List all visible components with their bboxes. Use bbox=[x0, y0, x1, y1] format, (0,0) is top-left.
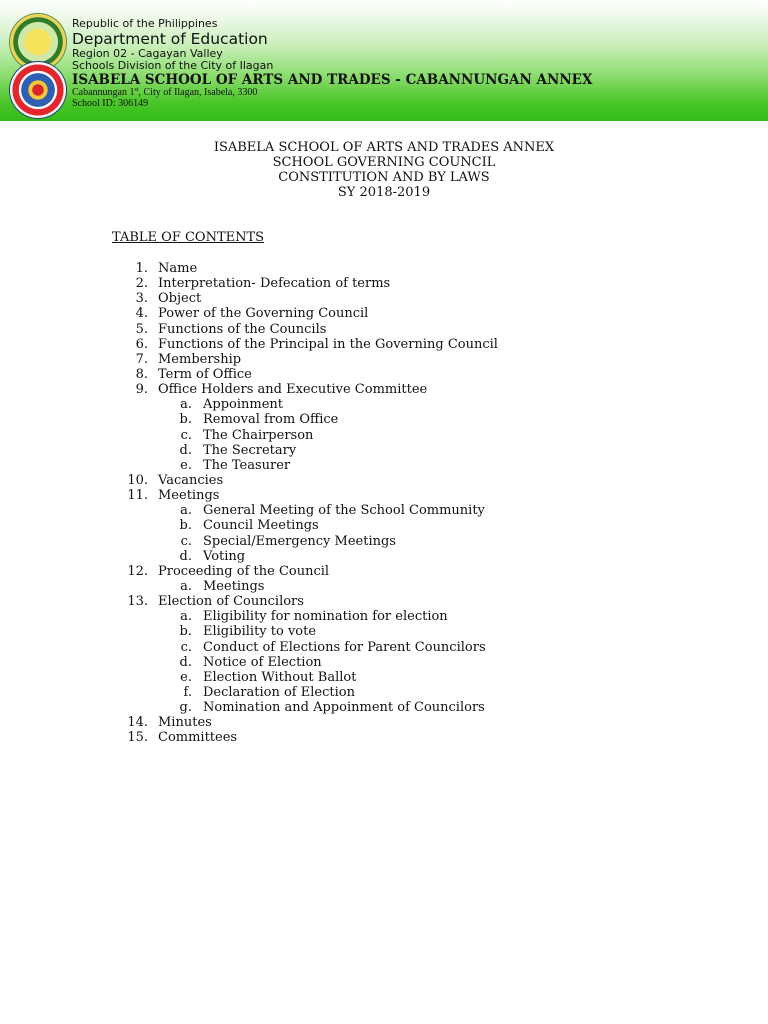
toc-label: Election of Councilors bbox=[158, 594, 304, 610]
toc-item bbox=[0, 564, 768, 579]
toc-subitem bbox=[0, 503, 768, 518]
toc-subnumber: d. bbox=[179, 654, 192, 670]
toc-label: Meetings bbox=[158, 488, 220, 504]
toc-number: 2. bbox=[135, 276, 148, 292]
toc-subitem bbox=[0, 640, 768, 655]
toc-number: 15. bbox=[127, 730, 148, 746]
document-title bbox=[0, 140, 768, 200]
toc-subnumber: b. bbox=[179, 624, 192, 640]
toc-item bbox=[0, 594, 768, 609]
toc-subnumber: b. bbox=[179, 518, 192, 534]
toc-subnumber: a. bbox=[180, 397, 192, 413]
toc-subnumber: g. bbox=[179, 700, 192, 716]
toc-number: 5. bbox=[135, 321, 148, 337]
toc-sublabel: The Teasurer bbox=[203, 457, 291, 473]
toc-sublabel: Council Meetings bbox=[203, 518, 319, 534]
toc-sublabel: Voting bbox=[203, 548, 246, 564]
toc-number: 4. bbox=[135, 306, 148, 322]
toc-subnumber: a. bbox=[180, 503, 192, 519]
toc-number: 9. bbox=[135, 382, 148, 398]
toc-number: 14. bbox=[127, 715, 148, 731]
school-address: Cabannungan 1st, City of Ilagan, Isabela, 3300 bbox=[72, 87, 258, 98]
letterhead bbox=[0, 0, 768, 121]
title-line: ISABELA SCHOOL OF ARTS AND TRADES ANNEX bbox=[213, 140, 555, 155]
toc-subnumber: f. bbox=[183, 684, 192, 700]
toc-sublabel: Removal from Office bbox=[203, 412, 339, 428]
toc-subitem bbox=[0, 579, 768, 594]
toc-subnumber: d. bbox=[179, 548, 192, 564]
toc-subnumber: c. bbox=[180, 427, 192, 443]
toc-number: 10. bbox=[127, 472, 148, 488]
title-line: SY 2018-2019 bbox=[337, 185, 431, 200]
toc-heading: TABLE OF CONTENTS bbox=[112, 230, 265, 245]
toc-item bbox=[0, 261, 768, 276]
toc-item bbox=[0, 473, 768, 488]
toc-sublabel: Eligibility for nomination for election bbox=[203, 609, 448, 625]
toc-item bbox=[0, 352, 768, 367]
toc-number: 1. bbox=[135, 261, 148, 276]
toc-subitem bbox=[0, 655, 768, 670]
toc-label: Vacancies bbox=[158, 472, 224, 488]
toc-subitem bbox=[0, 609, 768, 624]
department-name: Department of Education bbox=[72, 30, 268, 48]
toc-subitem bbox=[0, 412, 768, 427]
toc-subitem bbox=[0, 518, 768, 533]
toc-subitem bbox=[0, 549, 768, 564]
toc-item bbox=[0, 730, 768, 745]
school-name: ISABELA SCHOOL OF ARTS AND TRADES - CABANNUNGAN ANNEX bbox=[72, 72, 593, 88]
toc-subitem bbox=[0, 397, 768, 412]
toc-subnumber: a. bbox=[180, 578, 192, 594]
toc-sublabel: Appoinment bbox=[203, 397, 284, 413]
toc-sublabel: Election Without Ballot bbox=[203, 669, 357, 685]
republic-line: Republic of the Philippines bbox=[72, 17, 218, 30]
toc-sublabel: Meetings bbox=[203, 578, 265, 594]
toc-subnumber: a. bbox=[180, 609, 192, 625]
toc-item bbox=[0, 367, 768, 382]
toc-number: 11. bbox=[127, 488, 148, 504]
toc-item bbox=[0, 306, 768, 321]
toc-subitem bbox=[0, 624, 768, 639]
title-line: CONSTITUTION AND BY LAWS bbox=[278, 170, 490, 185]
toc-subitem bbox=[0, 534, 768, 549]
toc-item bbox=[0, 322, 768, 337]
toc-label: Functions of the Councils bbox=[158, 321, 327, 337]
toc-subnumber: d. bbox=[179, 442, 192, 458]
toc-sublabel: Special/Emergency Meetings bbox=[203, 533, 396, 549]
toc-number: 7. bbox=[135, 351, 148, 367]
division-line: Schools Division of the City of Ilagan bbox=[72, 59, 274, 72]
title-line: SCHOOL GOVERNING COUNCIL bbox=[272, 155, 496, 170]
toc-sublabel: General Meeting of the School Community bbox=[203, 503, 485, 519]
toc-label: Power of the Governing Council bbox=[158, 306, 369, 322]
toc-label: Minutes bbox=[158, 715, 212, 731]
toc-sublabel: Declaration of Election bbox=[203, 684, 355, 700]
toc-subitem bbox=[0, 685, 768, 700]
toc-item bbox=[0, 276, 768, 291]
toc-label: Proceeding of the Council bbox=[158, 563, 330, 579]
toc-subitem bbox=[0, 700, 768, 715]
toc-subitem bbox=[0, 443, 768, 458]
division-seal-icon bbox=[10, 62, 66, 118]
toc-sublabel: The Chairperson bbox=[203, 427, 314, 443]
toc-sublabel: Notice of Election bbox=[203, 654, 322, 670]
toc-number: 8. bbox=[135, 366, 148, 382]
toc-label: Membership bbox=[158, 351, 242, 367]
toc-label: Name bbox=[158, 261, 198, 276]
toc-number: 13. bbox=[127, 594, 148, 610]
toc-number: 6. bbox=[135, 336, 148, 352]
toc-item bbox=[0, 382, 768, 397]
toc-number: 12. bbox=[127, 563, 148, 579]
toc-subnumber: e. bbox=[180, 457, 192, 473]
toc-number: 3. bbox=[135, 291, 148, 307]
toc-label: Interpretation- Defecation of terms bbox=[158, 276, 391, 292]
toc-sublabel: Nomination and Appoinment of Councilors bbox=[203, 700, 485, 716]
toc-subnumber: c. bbox=[180, 533, 192, 549]
toc-sublabel: Eligibility to vote bbox=[203, 624, 317, 640]
toc-label: Committees bbox=[158, 730, 238, 746]
table-of-contents bbox=[0, 261, 768, 746]
toc-label: Term of Office bbox=[158, 366, 252, 382]
toc-label: Object bbox=[158, 291, 202, 307]
school-id: School ID: 306149 bbox=[72, 98, 149, 109]
toc-subnumber: c. bbox=[180, 639, 192, 655]
toc-subnumber: e. bbox=[180, 669, 192, 685]
toc-item bbox=[0, 715, 768, 730]
toc-subitem bbox=[0, 458, 768, 473]
toc-subitem bbox=[0, 670, 768, 685]
toc-item bbox=[0, 488, 768, 503]
region-line: Region 02 - Cagayan Valley bbox=[72, 47, 223, 60]
toc-sublabel: Conduct of Elections for Parent Councilors bbox=[203, 639, 486, 655]
toc-subitem bbox=[0, 428, 768, 443]
toc-sublabel: The Secretary bbox=[203, 442, 297, 458]
toc-subnumber: b. bbox=[179, 412, 192, 428]
toc-item bbox=[0, 337, 768, 352]
toc-label: Functions of the Principal in the Governing Council bbox=[158, 336, 498, 352]
toc-item bbox=[0, 291, 768, 306]
toc-label: Office Holders and Executive Committee bbox=[158, 382, 428, 398]
